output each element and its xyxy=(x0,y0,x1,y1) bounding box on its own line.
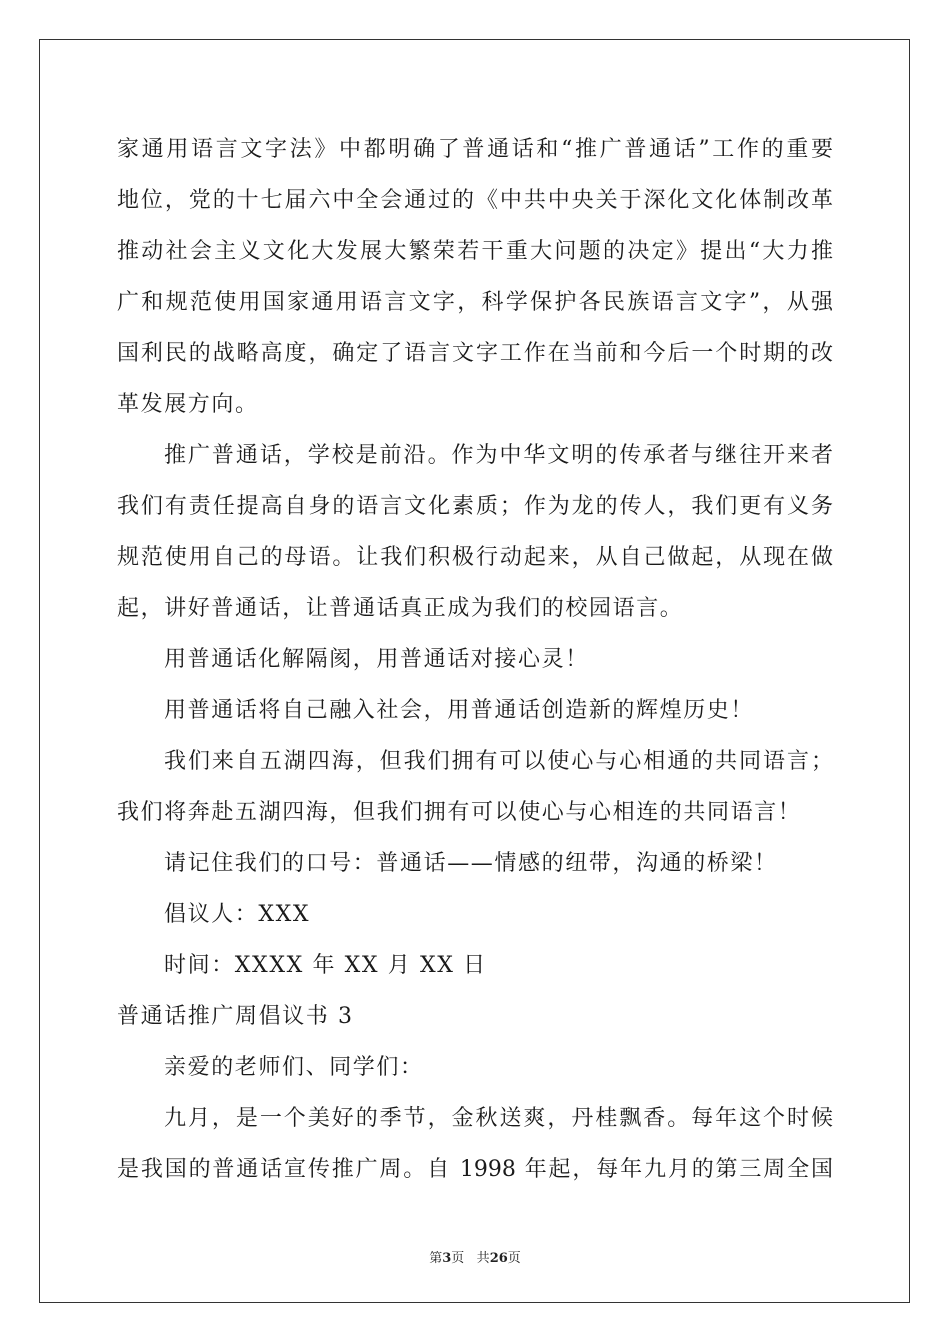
page-number-prefix: 第 xyxy=(429,1251,443,1266)
body-text-line: 广和规范使用国家通用语言文字，科学保护各民族语言文字”，从强 xyxy=(117,290,833,315)
total-pages-prefix: 共 xyxy=(476,1251,490,1266)
salutation: 亲爱的老师们、同学们： xyxy=(164,1055,424,1080)
slogan-line: 请记住我们的口号：普通话——情感的纽带，沟通的桥梁！ xyxy=(164,851,778,876)
document-body xyxy=(117,124,833,1195)
slogan-line: 用普通话化解隔阂，用普通话对接心灵！ xyxy=(164,647,589,672)
page-number-suffix: 页 xyxy=(451,1251,465,1266)
body-text-line: 我们将奔赴五湖四海，但我们拥有可以使心与心相连的共同语言！ xyxy=(117,800,802,825)
body-text-line: 九月，是一个美好的季节，金秋送爽，丹桂飘香。每年这个时候 xyxy=(164,1106,833,1131)
body-text-line: 国利民的战略高度，确定了语言文字工作在当前和今后一个时期的改 xyxy=(117,341,833,366)
body-text-line: 地位，党的十七届六中全会通过的《中共中央关于深化文化体制改革 xyxy=(117,188,833,213)
section-heading: 普通话推广周倡议书 3 xyxy=(117,1004,354,1029)
page-footer xyxy=(0,1247,950,1266)
body-text-line: 我们来自五湖四海，但我们拥有可以使心与心相通的共同语言； xyxy=(164,749,833,774)
slogan-line: 用普通话将自己融入社会，用普通话创造新的辉煌历史！ xyxy=(164,698,755,723)
body-text-line: 推广普通话，学校是前沿。作为中华文明的传承者与继往开来者 xyxy=(164,443,833,468)
signature-date: 时间：XXXX 年 XX 月 XX 日 xyxy=(164,953,487,978)
body-text-line: 起，讲好普通话，让普通话真正成为我们的校园语言。 xyxy=(117,596,684,621)
body-text-line: 推动社会主义文化大发展大繁荣若干重大问题的决定》提出“大力推 xyxy=(117,239,833,264)
body-text-line: 规范使用自己的母语。让我们积极行动起来，从自己做起，从现在做 xyxy=(117,545,833,570)
total-pages: 26 xyxy=(489,1251,508,1266)
total-pages-suffix: 页 xyxy=(507,1251,521,1266)
body-text-line: 是我国的普通话宣传推广周。自 1998 年起，每年九月的第三周全国 xyxy=(117,1157,833,1182)
page-number: 3 xyxy=(442,1251,452,1266)
body-text-line: 家通用语言文字法》中都明确了普通话和“推广普通话”工作的重要 xyxy=(117,137,833,162)
body-text-line: 我们有责任提高自身的语言文化素质；作为龙的传人，我们更有义务 xyxy=(117,494,833,519)
signature-initiator: 倡议人：XXX xyxy=(164,902,311,927)
body-text-line: 革发展方向。 xyxy=(117,392,259,417)
